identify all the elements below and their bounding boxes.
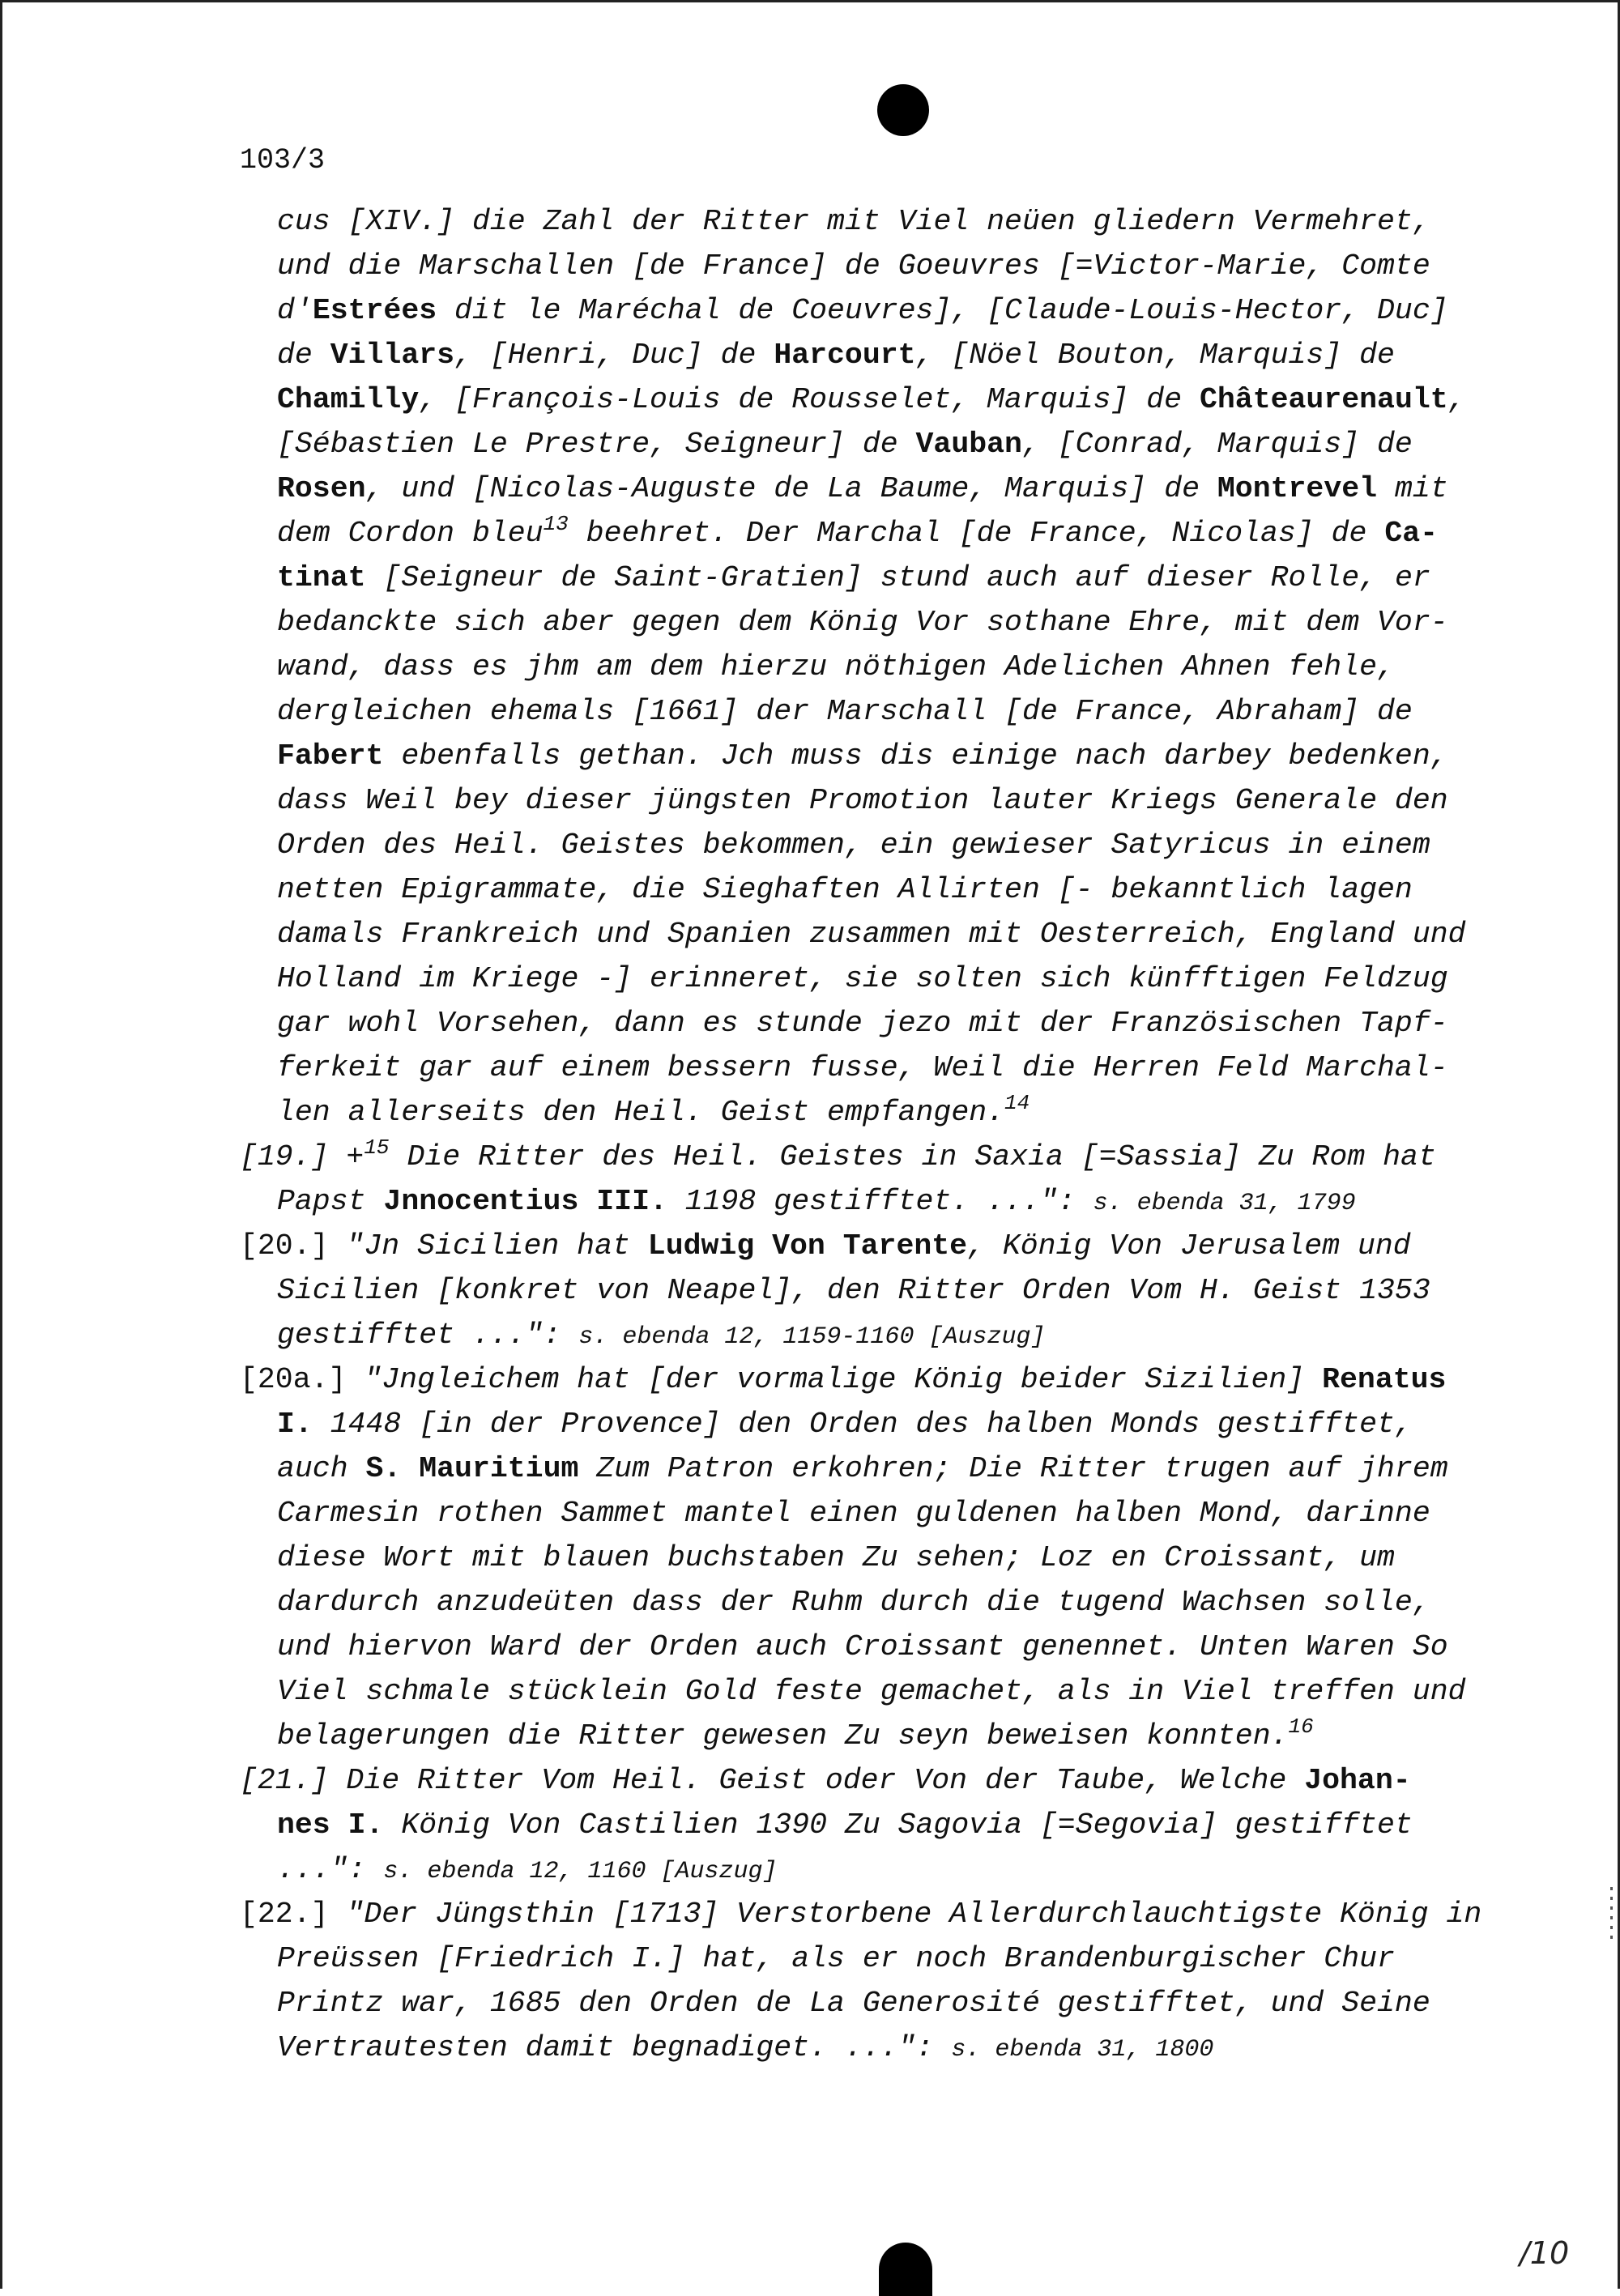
text-line (240, 244, 1495, 288)
text-segment: , [Conrad, Marquis] de (1021, 428, 1413, 461)
text-line (240, 333, 1495, 377)
text-segment: de (277, 339, 330, 372)
text-segment: und hiervon Ward der Orden auch Croissant genennet. Unten Waren So (277, 1630, 1448, 1663)
text-line (240, 1001, 1495, 1046)
text-segment: gestifftet ...": (277, 1318, 579, 1352)
text-line (240, 511, 1495, 556)
text-line (240, 556, 1495, 600)
text-segment: und die Marschallen [de France] de Goeuvres [=Victor-Marie, Comte (277, 249, 1430, 283)
text-segment: Viel schmale stücklein Gold feste gemachet, als in Viel treffen und (277, 1675, 1466, 1708)
text-line (240, 1892, 1495, 1936)
text-segment: dardurch anzudeüten dass der Ruhm durch die tugend Wachsen solle, (277, 1586, 1430, 1619)
text-line (240, 1268, 1495, 1313)
text-segment: dem Cordon bleu (277, 517, 544, 550)
footnote-ref: 16 (1288, 1715, 1314, 1739)
text-line (240, 199, 1495, 244)
text-line (240, 1224, 1495, 1268)
bold-name: Rosen (277, 472, 366, 505)
text-segment: [Seigneur de Saint-Gratien] stund auch auf dieser Rolle, er (365, 561, 1430, 594)
text-segment: beehret. Der Marchal [de France, Nicolas] de (568, 517, 1385, 550)
text-segment: Vertrautesten damit begnadiget. ...": (277, 2031, 952, 2064)
text-line (240, 1313, 1495, 1357)
text-line (240, 600, 1495, 645)
bold-name: Ca- (1384, 517, 1439, 550)
text-segment: "Jngleichem hat [der vormalige König beider Sizilien] (364, 1363, 1323, 1396)
text-segment: [19.] + (240, 1140, 364, 1174)
entry-number: [22.] (240, 1898, 347, 1931)
entry-number: [20a.] (240, 1363, 364, 1396)
source-citation: s. ebenda 31, 1800 (951, 2036, 1214, 2064)
text-segment: "Jn Sicilien hat (346, 1229, 648, 1263)
text-line (240, 1847, 1495, 1892)
bold-name: Renatus (1322, 1363, 1447, 1396)
bold-name: Johan- (1304, 1764, 1411, 1797)
text-line (240, 1402, 1495, 1446)
text-segment: [XIV.] (347, 205, 455, 238)
text-line (240, 1536, 1495, 1580)
text-line (240, 1179, 1495, 1224)
text-line (240, 2026, 1495, 2070)
text-line (240, 823, 1495, 867)
text-segment: dergleichen ehemals [1661] der Marschall [de France, Abraham] de (277, 695, 1413, 728)
text-line (240, 1758, 1495, 1803)
text-segment: wand, dass es jhm am dem hierzu nöthigen Adelichen Ahnen fehle, (277, 650, 1395, 684)
text-segment: belagerungen die Ritter gewesen Zu seyn beweisen konnten. (277, 1719, 1289, 1753)
text-line (240, 1446, 1495, 1491)
footnote-ref: 14 (1004, 1091, 1030, 1115)
text-line (240, 1491, 1495, 1536)
text-line (240, 377, 1495, 422)
text-segment: ebenfalls gethan. Jch muss dis einige nach darbey bedenken, (383, 739, 1448, 773)
bold-name: Estrées (312, 294, 437, 327)
text-segment: Holland im Kriege -] erinneret, sie solten sich künfftigen Feldzug (277, 962, 1448, 995)
text-segment: "Der Jüngsthin [1713] Verstorbene Allerdurchlauchtigste König in (346, 1898, 1482, 1931)
corner-page-mark: /10 (1520, 2235, 1570, 2271)
text-segment: 1198 gestifftet. ...": (667, 1185, 1094, 1218)
bold-name: Harcourt (774, 339, 916, 372)
text-segment: die Zahl der Ritter mit Viel neüen gliedern Vermehret, (454, 205, 1430, 238)
text-segment: , (1447, 383, 1466, 416)
source-citation: s. ebenda 12, 1159-1160 [Auszug] (578, 1323, 1046, 1351)
text-segment: , [Henri, Duc] de (454, 339, 774, 372)
text-segment: Zum Patron erkohren; Die Ritter trugen auf jhrem (578, 1452, 1448, 1485)
text-segment: , [François-Louis de Rousselet, Marquis] de (419, 383, 1200, 416)
text-line (240, 466, 1495, 511)
bold-name: Ludwig Von Tarente (647, 1229, 968, 1263)
text-segment: cus (277, 205, 348, 238)
text-line (240, 288, 1495, 333)
punch-hole-bottom (879, 2243, 932, 2296)
text-line (240, 734, 1495, 778)
text-line (240, 1714, 1495, 1758)
page-number: 103/3 (240, 144, 326, 177)
bold-name: Vauban (915, 428, 1022, 461)
footnote-ref: 13 (543, 512, 569, 536)
text-segment: auch (277, 1452, 366, 1485)
punch-hole-top (877, 84, 929, 136)
text-segment: Die Ritter des Heil. Geistes in Saxia [=Sassia] Zu Rom hat (389, 1140, 1436, 1174)
text-segment: 1448 [in der Provence] den Orden des halben Monds gestifftet, (312, 1408, 1413, 1441)
text-line (240, 1803, 1495, 1847)
text-line (240, 867, 1495, 912)
text-line (240, 1669, 1495, 1714)
scan-edge-marks (1610, 1887, 1613, 1944)
text-segment: netten Epigrammate, die Sieghaften Allirten [- bekanntlich lagen (277, 873, 1413, 906)
bold-name: Montrevel (1217, 472, 1378, 505)
text-segment: Orden des Heil. Geistes bekommen, ein gewieser Satyricus in einem (277, 829, 1430, 862)
text-segment: Printz war, 1685 den Orden de La Generosité gestifftet, und Seine (277, 1987, 1430, 2020)
document-body (240, 199, 1495, 2070)
text-segment: , König Von Jerusalem und (967, 1229, 1411, 1263)
text-line (240, 1625, 1495, 1669)
bold-name: Châteaurenault (1200, 383, 1448, 416)
text-segment: gar wohl Vorsehen, dann es stunde jezo mit der Französischen Tapf- (277, 1007, 1448, 1040)
text-segment: bedanckte sich aber gegen dem König Vor sothane Ehre, mit dem Vor- (277, 606, 1448, 639)
text-segment: len allerseits den Heil. Geist empfangen. (277, 1096, 1005, 1129)
bold-name: Jnnocentius III. (383, 1185, 667, 1218)
text-segment: dit le Maréchal de Coeuvres], [Claude-Louis-Hector, Duc] (437, 294, 1448, 327)
text-segment: ferkeit gar auf einem bessern fusse, Weil die Herren Feld Marchal- (277, 1051, 1448, 1084)
bold-name: Villars (330, 339, 455, 372)
text-segment: Preüssen [Friedrich I.] hat, als er noch Brandenburgischer Chur (277, 1942, 1395, 1975)
text-segment: dass Weil bey dieser jüngsten Promotion lauter Kriegs Generale den (277, 784, 1448, 817)
text-line (240, 422, 1495, 466)
text-line (240, 778, 1495, 823)
bold-name: I. (277, 1408, 313, 1441)
text-segment: Papst (277, 1185, 384, 1218)
source-citation: s. ebenda 31, 1799 (1093, 1190, 1356, 1217)
text-segment: mit (1377, 472, 1448, 505)
text-segment: Sicilien [konkret von Neapel], den Ritter Orden Vom H. Geist 1353 (277, 1274, 1430, 1307)
text-line (240, 1046, 1495, 1090)
bold-name: nes I. (277, 1808, 384, 1842)
text-line (240, 912, 1495, 956)
text-segment: [Sébastien Le Prestre, Seigneur] de (277, 428, 916, 461)
text-line (240, 1135, 1495, 1179)
bold-name: tinat (277, 561, 366, 594)
source-citation: s. ebenda 12, 1160 [Auszug] (383, 1858, 778, 1885)
text-line (240, 1936, 1495, 1981)
text-line (240, 1981, 1495, 2026)
text-segment: König Von Castilien 1390 Zu Sagovia [=Segovia] gestifftet (383, 1808, 1413, 1842)
text-line (240, 689, 1495, 734)
text-line (240, 956, 1495, 1001)
text-line (240, 1580, 1495, 1625)
text-segment: d' (277, 294, 313, 327)
bold-name: Chamilly (277, 383, 420, 416)
text-segment: Carmesin rothen Sammet mantel einen guldenen halben Mond, darinne (277, 1497, 1430, 1530)
text-segment: [21.] Die Ritter Vom Heil. Geist oder Von der Taube, Welche (240, 1764, 1305, 1797)
text-segment: diese Wort mit blauen buchstaben Zu sehen; Loz en Croissant, um (277, 1541, 1395, 1574)
text-segment: ...": (277, 1853, 384, 1886)
bold-name: Fabert (277, 739, 384, 773)
text-segment: damals Frankreich und Spanien zusammen mit Oesterreich, England und (277, 918, 1466, 951)
text-segment: , [Nöel Bouton, Marquis] de (915, 339, 1395, 372)
bold-name: S. Mauritium (365, 1452, 579, 1485)
entry-number: [20.] (240, 1229, 347, 1263)
text-line (240, 1357, 1495, 1402)
text-line (240, 1090, 1495, 1135)
text-segment: , und [Nicolas-Auguste de La Baume, Marquis] de (365, 472, 1217, 505)
text-line (240, 645, 1495, 689)
footnote-ref: 15 (364, 1135, 390, 1160)
